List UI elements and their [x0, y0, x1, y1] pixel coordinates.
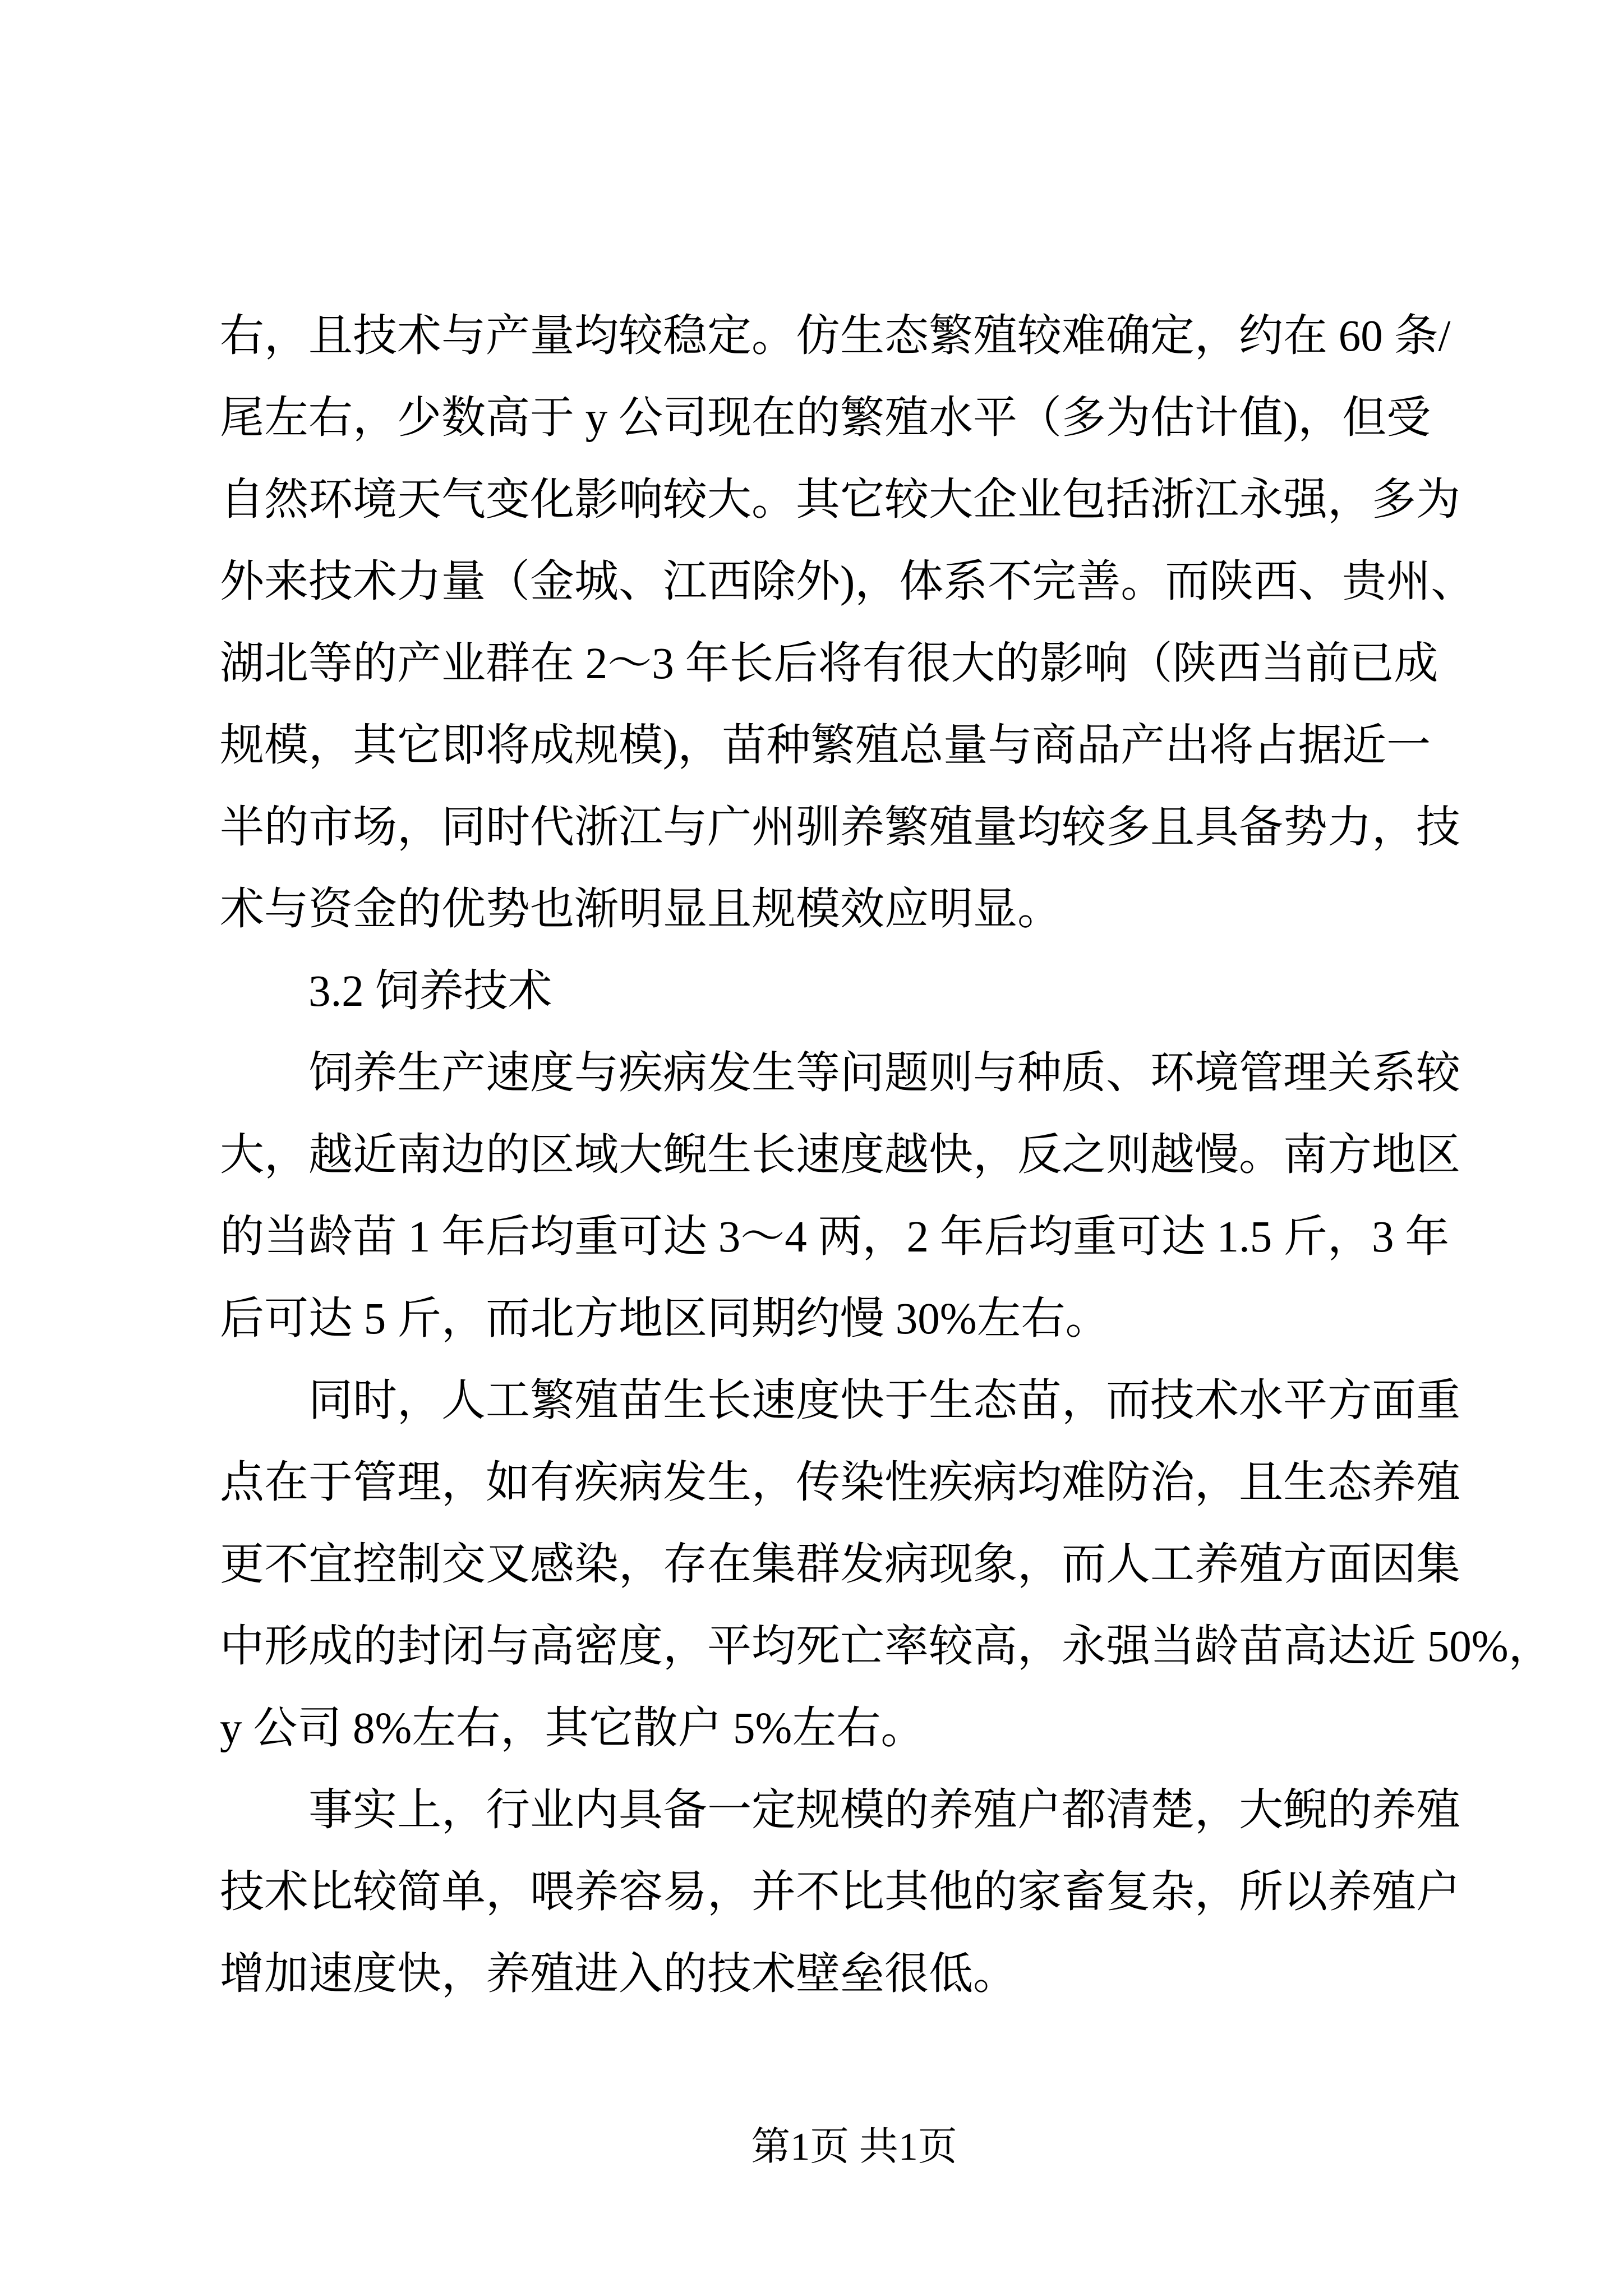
text-line: 的当龄苗 1 年后均重可达 3～4 两，2 年后均重可达 1.5 斤，3 年: [220, 1213, 1450, 1262]
page-number: 第1页 共1页: [751, 2125, 957, 2169]
text-line: 技术比较简单，喂养容易，并不比其他的家畜复杂，所以养殖户: [220, 1868, 1460, 1917]
text-line: 更不宜控制交叉感染，存在集群发病现象，而人工养殖方面因集: [220, 1540, 1460, 1589]
text-line: y 公司 8%左右，其它散户 5%左右。: [220, 1704, 925, 1753]
text-line: 外来技术力量（金城、江西除外)，体系不完善。而陕西、贵州、: [220, 558, 1476, 606]
text-line: 后可达 5 斤，而北方地区同期约慢 30%左右。: [220, 1295, 1110, 1343]
text-line: 事实上，行业内具备一定规模的养殖户都清楚，大鲵的养殖: [308, 1786, 1460, 1835]
text-line: 半的市场，同时代浙江与广州驯养繁殖量均较多且具备势力，技: [220, 803, 1460, 852]
text-line: 术与资金的优势也渐明显且规模效应明显。: [220, 885, 1062, 934]
text-line: 大，越近南边的区域大鲵生长速度越快，反之则越慢。南方地区: [220, 1131, 1460, 1180]
text-line: 湖北等的产业群在 2～3 年长后将有很大的影响（陕西当前已成: [220, 639, 1438, 688]
text-line: 饲养生产速度与疾病发生等问题则与种质、环境管理关系较: [308, 1049, 1460, 1098]
text-line: 右，且技术与产量均较稳定。仿生态繁殖较难确定，约在 60 条/: [220, 312, 1451, 361]
page-footer: [751, 2122, 957, 2173]
text-line: 自然环境天气变化影响较大。其它较大企业包括浙江永强，多为: [220, 476, 1460, 524]
text-block: [220, 296, 1553, 2016]
text-line: 增加速度快，养殖进入的技术壁垒很低。: [220, 1950, 1017, 1999]
section-heading: 3.2 饲养技术: [308, 967, 552, 1016]
text-line: 同时，人工繁殖苗生长速度快于生态苗，而技术水平方面重: [308, 1377, 1460, 1425]
text-line: 尾左右，少数高于 y 公司现在的繁殖水平（多为估计值)，但受: [220, 394, 1431, 443]
text-line: 规模，其它即将成规模)，苗种繁殖总量与商品产出将占据近一: [220, 721, 1431, 770]
text-line: 点在于管理，如有疾病发生，传染性疾病均难防治，且生态养殖: [220, 1458, 1460, 1507]
text-line: 中形成的封闭与高密度，平均死亡率较高，永强当龄苗高达近 50%，: [220, 1622, 1553, 1671]
